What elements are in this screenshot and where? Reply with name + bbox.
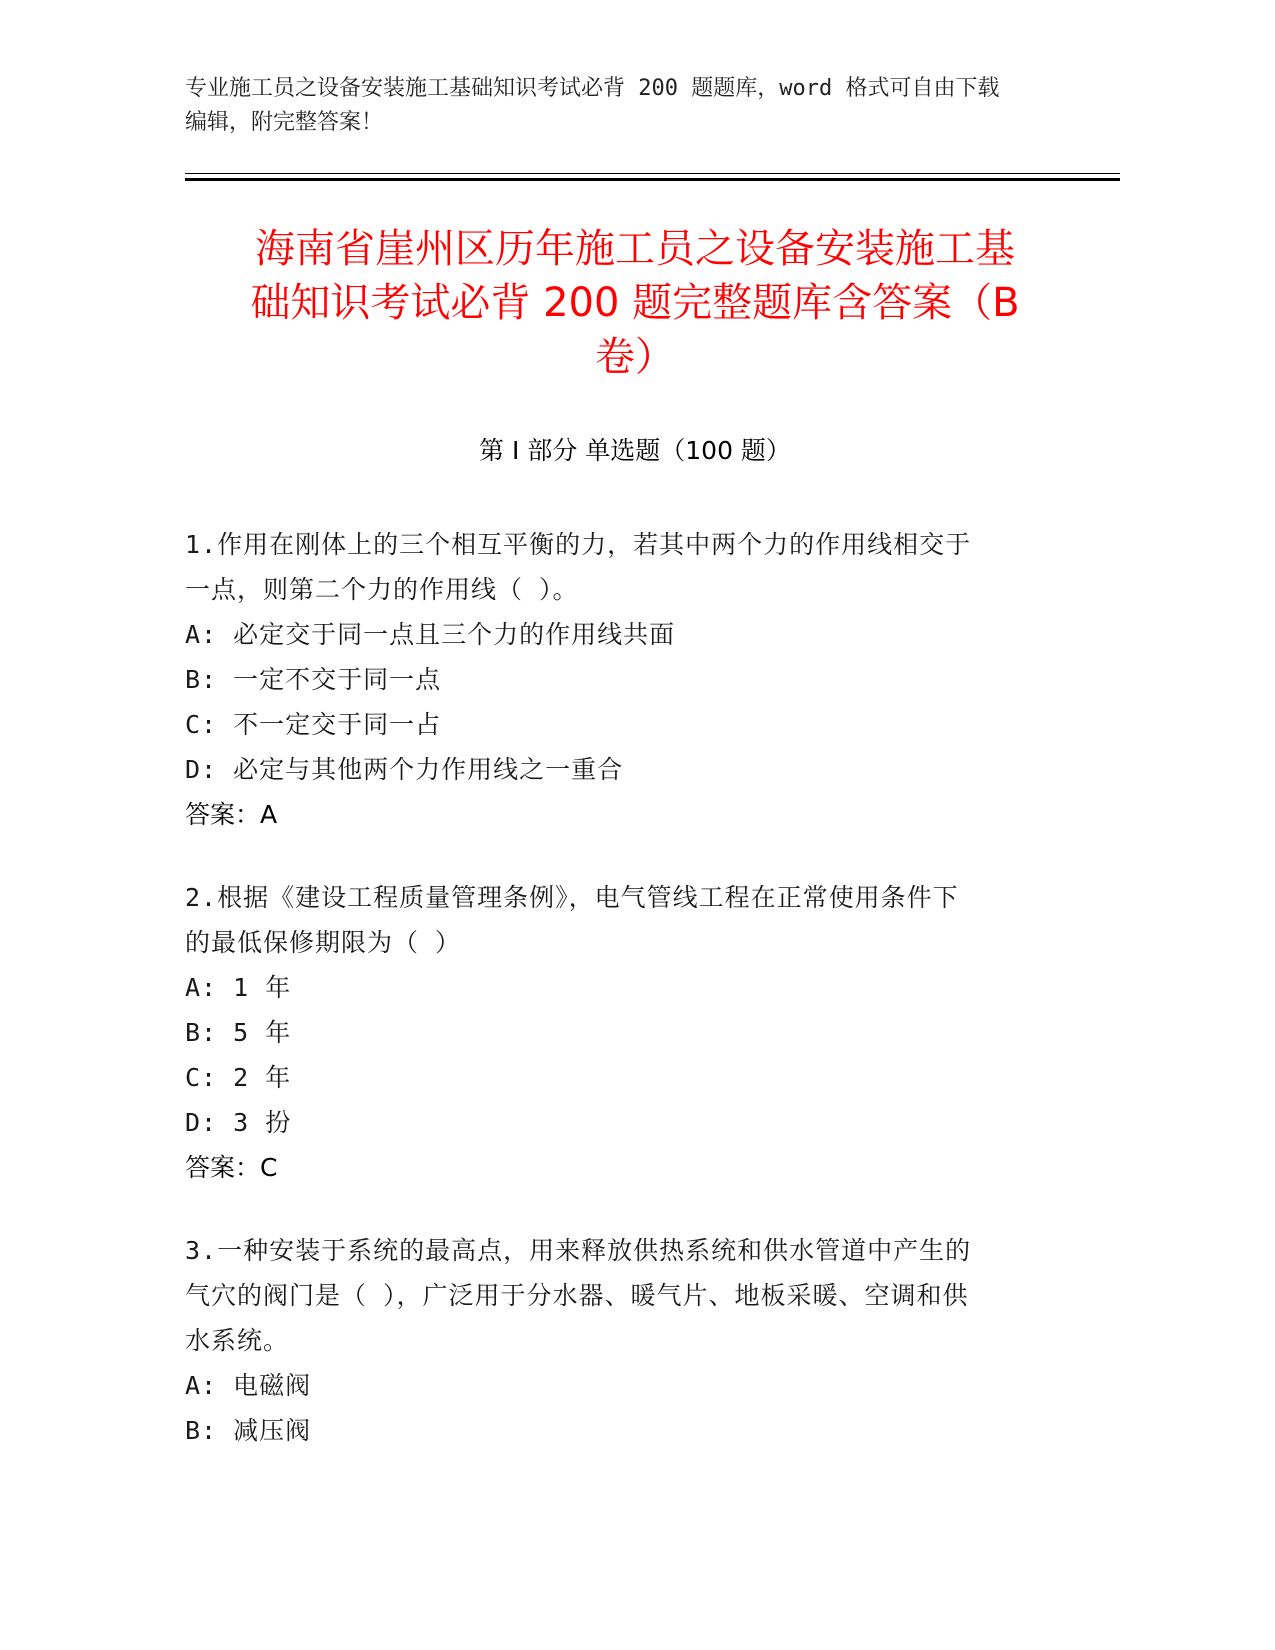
question-stem-line: 水系统。 xyxy=(185,1326,290,1355)
header-divider-thick xyxy=(185,178,1120,181)
title-line-1: 海南省崖州区历年施工员之设备安装施工基 xyxy=(255,226,1015,272)
option-c: C: 不一定交于同一占 xyxy=(185,710,442,739)
question-2 xyxy=(185,875,1085,1190)
option-a: A: 必定交于同一点且三个力的作用线共面 xyxy=(185,620,676,649)
title-line-3: 卷） xyxy=(595,334,675,380)
question-1 xyxy=(185,522,1085,837)
document-title xyxy=(185,222,1085,384)
question-stem-line: 的最低保修期限为（ ） xyxy=(185,928,462,957)
question-stem-line: 2.根据《建设工程质量管理条例》，电气管线工程在正常使用条件下 xyxy=(185,883,959,912)
header-divider-thin xyxy=(185,173,1120,174)
question-stem-line: 3.一种安装于系统的最高点，用来释放供热系统和供水管道中产生的 xyxy=(185,1236,972,1265)
option-b: B: 一定不交于同一点 xyxy=(185,665,442,694)
option-c: C: 2 年 xyxy=(185,1063,292,1092)
document-header xyxy=(185,72,1085,140)
answer: 答案：A xyxy=(185,800,278,829)
section-heading: 第 I 部分 单选题（100 题） xyxy=(479,436,791,465)
question-stem-line: 一点，则第二个力的作用线（ ）。 xyxy=(185,575,579,604)
answer: 答案：C xyxy=(185,1153,278,1182)
header-line-2: 编辑，附完整答案！ xyxy=(185,110,384,135)
option-b: B: 减压阀 xyxy=(185,1416,312,1445)
option-d: D: 必定与其他两个力作用线之一重合 xyxy=(185,755,624,784)
option-d: D: 3 扮 xyxy=(185,1108,292,1137)
header-line-1: 专业施工员之设备安装施工基础知识考试必背 200 题题库，word 格式可自由下载 xyxy=(185,76,1000,101)
option-b: B: 5 年 xyxy=(185,1018,292,1047)
option-a: A: 1 年 xyxy=(185,973,292,1002)
question-list xyxy=(185,522,1085,1491)
title-line-2: 础知识考试必背 200 题完整题库含答案（B xyxy=(250,280,1020,326)
option-a: A: 电磁阀 xyxy=(185,1371,312,1400)
question-stem-line: 1.作用在刚体上的三个相互平衡的力，若其中两个力的作用线相交于 xyxy=(185,530,972,559)
question-stem-line: 气穴的阀门是（ ），广泛用于分水器、暖气片、地板采暖、空调和供 xyxy=(185,1281,969,1310)
question-3 xyxy=(185,1228,1085,1453)
